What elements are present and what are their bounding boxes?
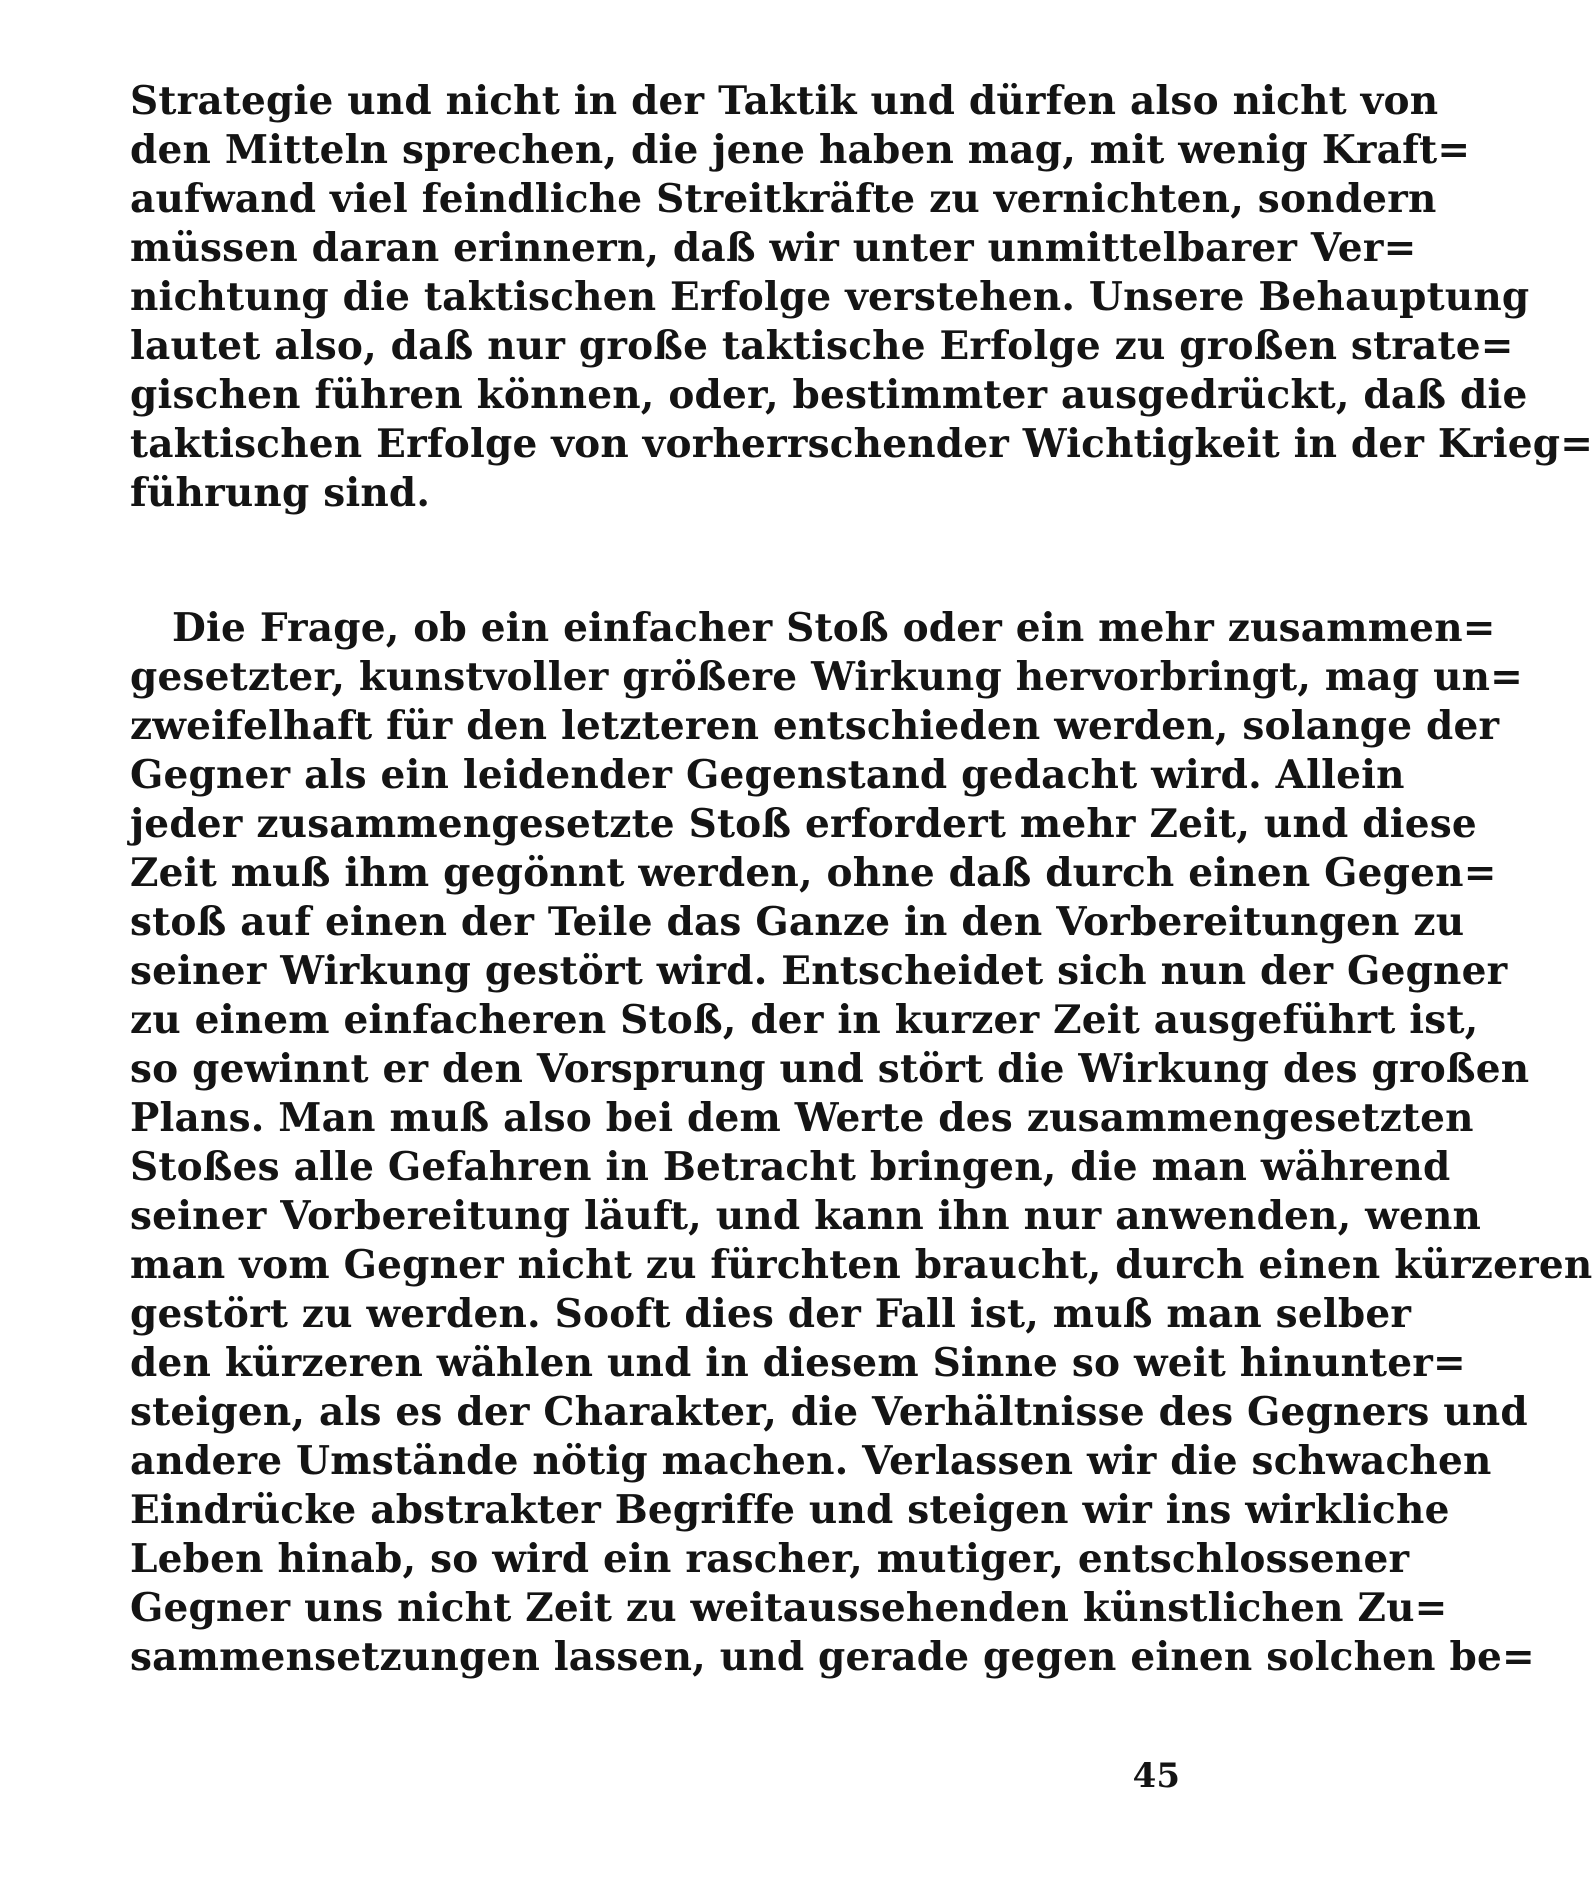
text-line: Eindrücke abstrakter Begriffe und steigen wir ins wirkliche	[130, 1487, 1450, 1533]
text-line: gesetzter, kunstvoller größere Wirkung hervorbringt, mag un=	[130, 654, 1524, 700]
text-line: seiner Vorbereitung läuft, und kann ihn nur anwenden, wenn	[130, 1193, 1482, 1239]
text-line: jeder zusammengesetzte Stoß erfordert mehr Zeit, und diese	[130, 801, 1477, 847]
text-line: gischen führen können, oder, bestimmter ausgedrückt, daß die	[130, 372, 1528, 418]
text-line: den Mitteln sprechen, die jene haben mag, mit wenig Kraft=	[130, 127, 1471, 173]
text-line: zweifelhaft für den letzteren entschieden werden, solange der	[130, 703, 1500, 749]
page-number: 45	[1132, 1756, 1180, 1796]
text-line: Strategie und nicht in der Taktik und dürfen also nicht von	[130, 78, 1439, 124]
text-line: andere Umstände nötig machen. Verlassen wir die schwachen	[130, 1438, 1492, 1484]
text-line: steigen, als es der Charakter, die Verhältnisse des Gegners und	[130, 1389, 1528, 1435]
text-line: man vom Gegner nicht zu fürchten braucht, durch einen kürzeren	[130, 1242, 1593, 1288]
text-line: nichtung die taktischen Erfolge verstehen. Unsere Behauptung	[130, 274, 1530, 320]
text-line: aufwand viel feindliche Streitkräfte zu vernichten, sondern	[130, 176, 1437, 222]
text-line: Zeit muß ihm gegönnt werden, ohne daß durch einen Gegen=	[130, 850, 1497, 896]
text-line: gestört zu werden. Sooft dies der Fall ist, muß man selber	[130, 1291, 1412, 1337]
text-line: führung sind.	[130, 470, 431, 516]
text-line: Gegner uns nicht Zeit zu weitaussehenden künstlichen Zu=	[130, 1585, 1448, 1631]
text-line: zu einem einfacheren Stoß, der in kurzer Zeit ausgeführt ist,	[130, 997, 1479, 1043]
text-line: seiner Wirkung gestört wird. Entscheidet sich nun der Gegner	[130, 948, 1508, 994]
text-line: den kürzeren wählen und in diesem Sinne so weit hinunter=	[130, 1340, 1466, 1386]
text-line: stoß auf einen der Teile das Ganze in den Vorbereitungen zu	[130, 899, 1465, 945]
text-line: sammensetzungen lassen, und gerade gegen einen solchen be=	[130, 1634, 1535, 1680]
text-line: Plans. Man muß also bei dem Werte des zusammengesetzten	[130, 1095, 1474, 1141]
text-line: so gewinnt er den Vorsprung und stört die Wirkung des großen	[130, 1046, 1530, 1092]
text-line: müssen daran erinnern, daß wir unter unmittelbarer Ver=	[130, 225, 1417, 271]
text-line: taktischen Erfolge von vorherrschender Wichtigkeit in der Krieg=	[130, 421, 1593, 467]
text-line: Leben hinab, so wird ein rascher, mutiger, entschlossener	[130, 1536, 1410, 1582]
text-line: lautet also, daß nur große taktische Erfolge zu großen strate=	[130, 323, 1514, 369]
text-line: Gegner als ein leidender Gegenstand gedacht wird. Allein	[130, 752, 1405, 798]
text-line: Die Frage, ob ein einfacher Stoß oder ein mehr zusammen=	[172, 605, 1496, 651]
text-line: Stoßes alle Gefahren in Betracht bringen, die man während	[130, 1144, 1451, 1190]
